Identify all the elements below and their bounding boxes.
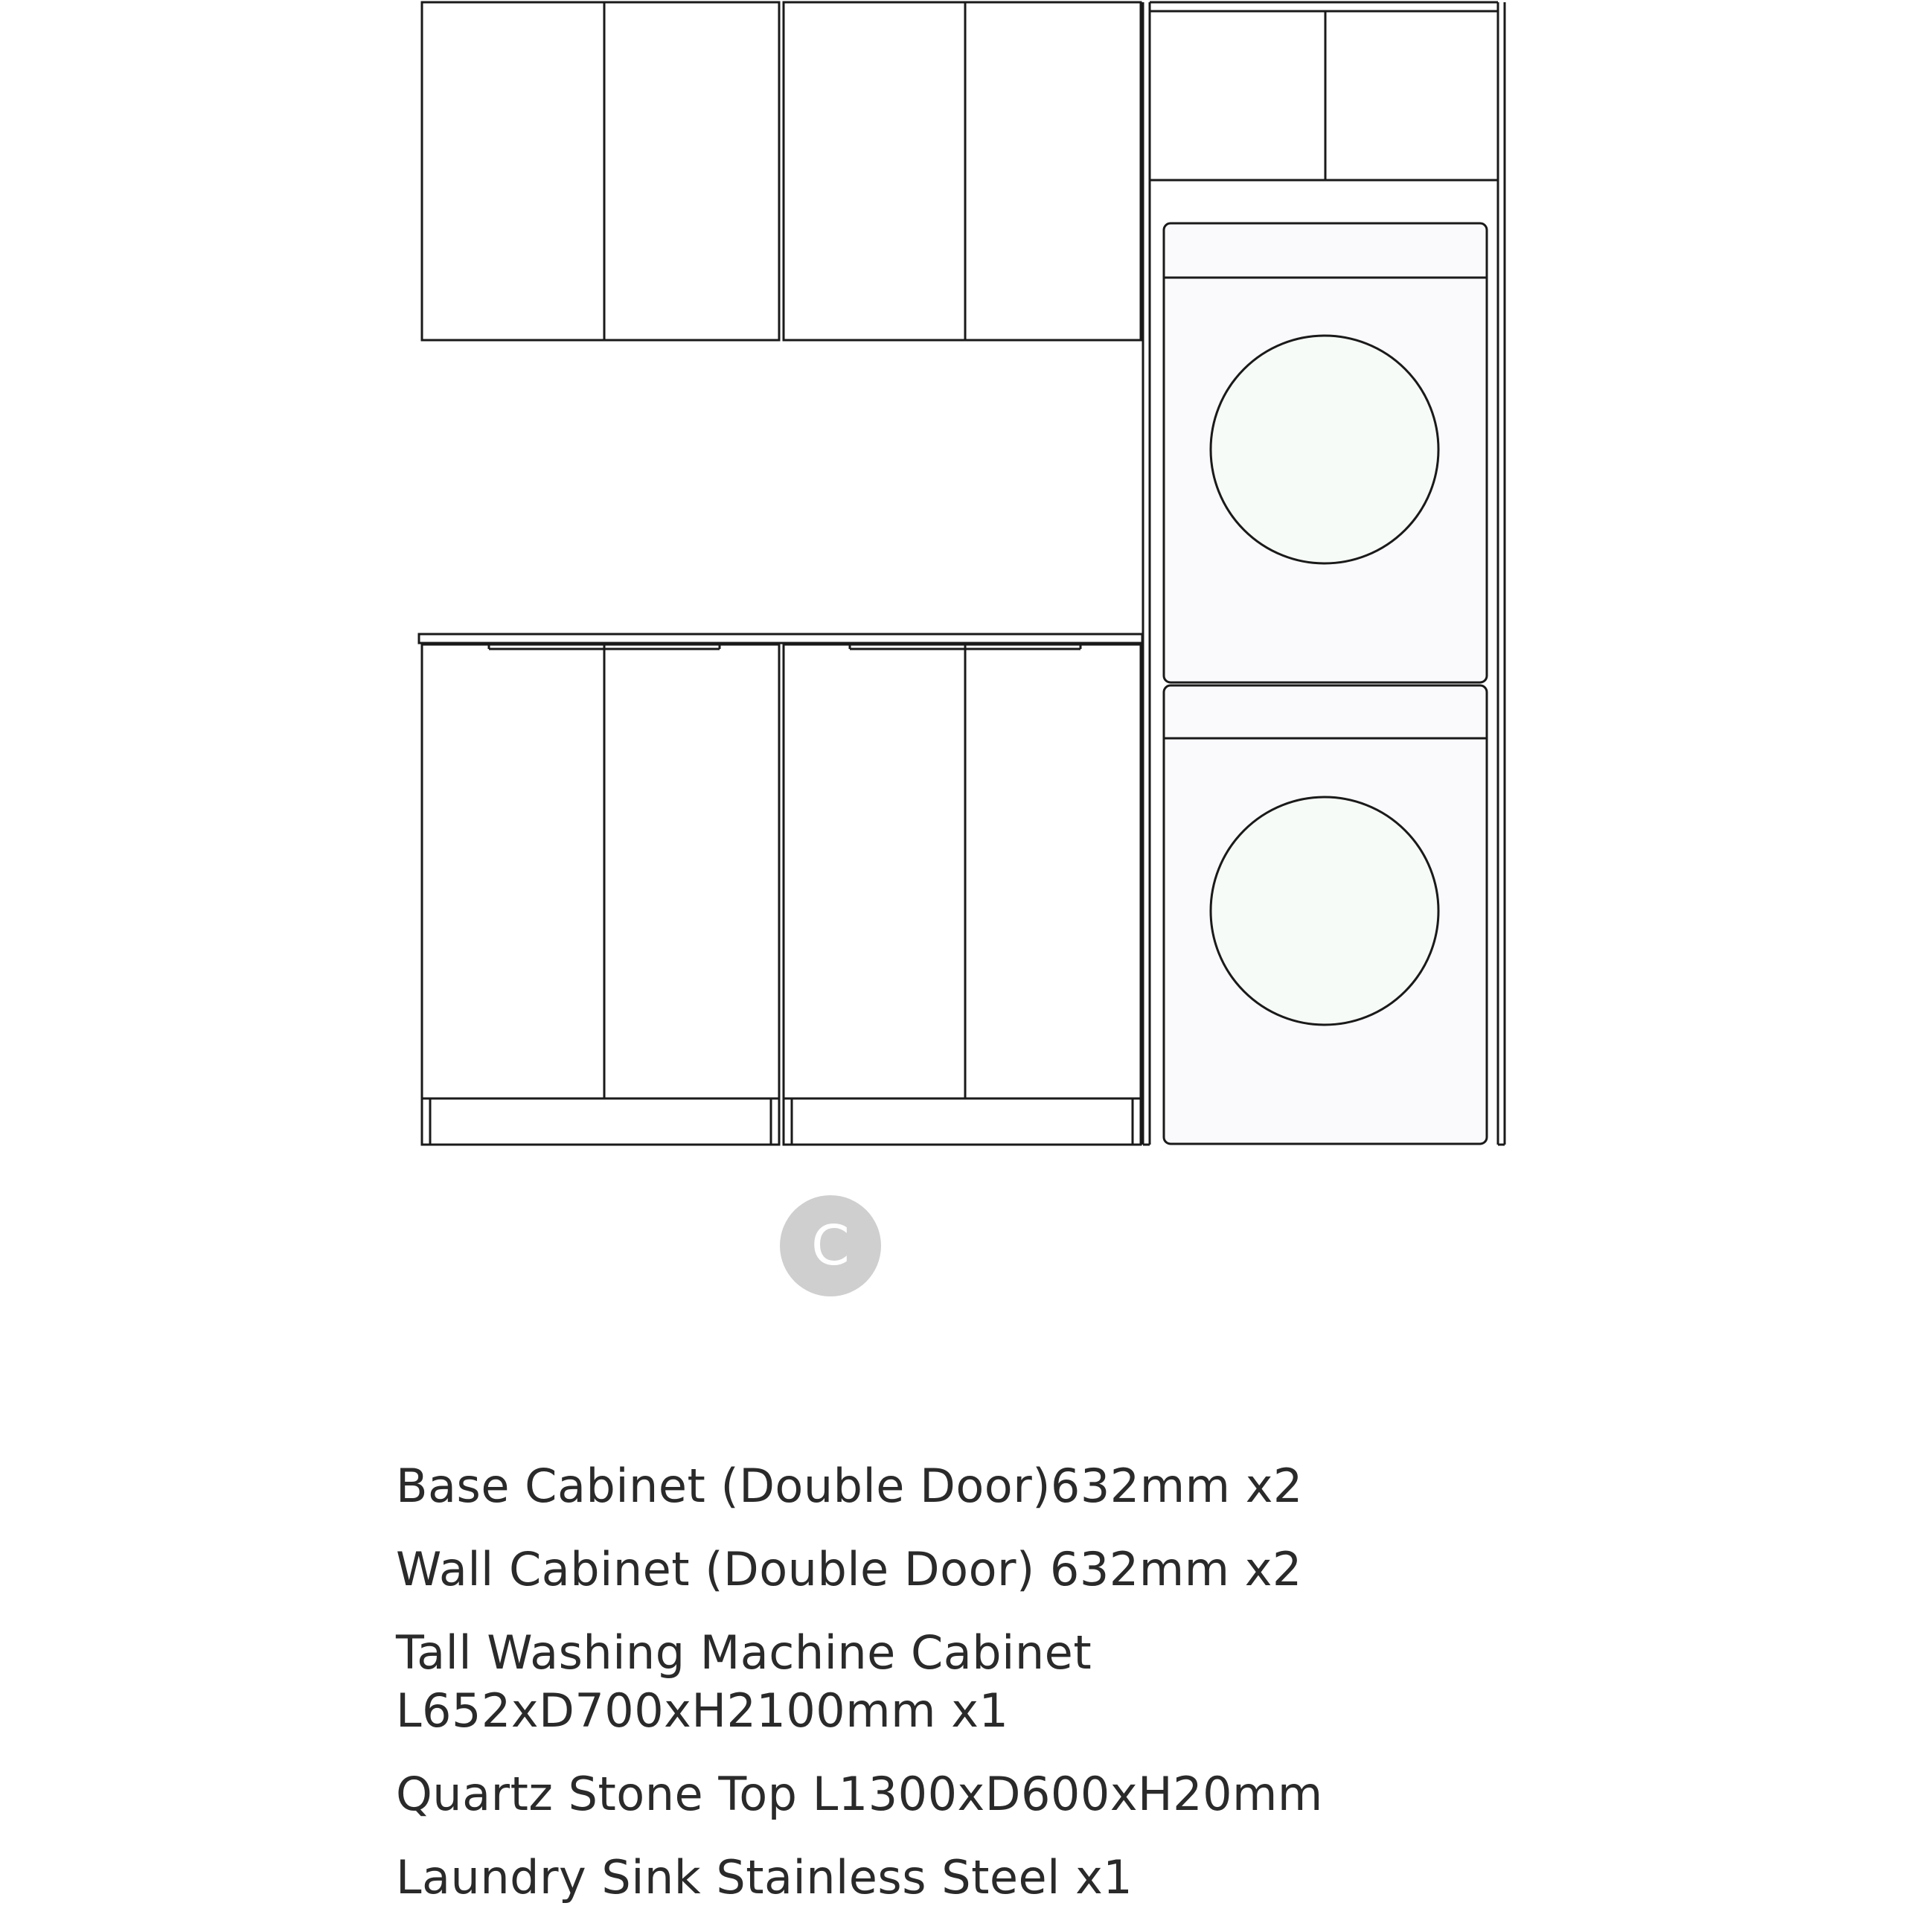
spec-laundry-sink — [396, 1849, 1810, 1907]
spec-text: Laundry Sink Stainless Steel x1 — [396, 1850, 1133, 1904]
quartz-stone-top — [419, 634, 1142, 643]
kickboard-left — [422, 1098, 779, 1145]
spec-text-dimensions: L652xD700xH2100mm x1 — [396, 1683, 1009, 1738]
kickboard-right — [784, 1098, 1141, 1145]
wall-cabinet-right — [784, 2, 1141, 340]
spec-text: Tall Washing Machine Cabinet — [396, 1625, 1092, 1680]
dryer — [1164, 223, 1487, 682]
dryer-door — [1211, 336, 1438, 563]
base-cabinet-right — [784, 644, 1141, 1145]
spec-list — [396, 1457, 1810, 1932]
spec-text: Base Cabinet (Double Door)632mm x2 — [396, 1459, 1303, 1513]
spec-text: Quartz Stone Top L1300xD600xH20mm — [396, 1767, 1323, 1821]
spec-quartz-stone-top — [396, 1765, 1810, 1823]
spec-text: Wall Cabinet (Double Door) 632mm x2 — [396, 1542, 1302, 1596]
base-cabinet-left — [422, 644, 779, 1145]
washing-machine — [1164, 685, 1487, 1144]
spec-wall-cabinet — [396, 1541, 1810, 1599]
spec-base-cabinet — [396, 1457, 1810, 1515]
wall-cabinet-left — [422, 2, 779, 340]
spec-tall-washing-machine-cabinet — [396, 1624, 1810, 1740]
washer-door — [1211, 797, 1438, 1025]
section-label-badge: C — [780, 1195, 881, 1296]
